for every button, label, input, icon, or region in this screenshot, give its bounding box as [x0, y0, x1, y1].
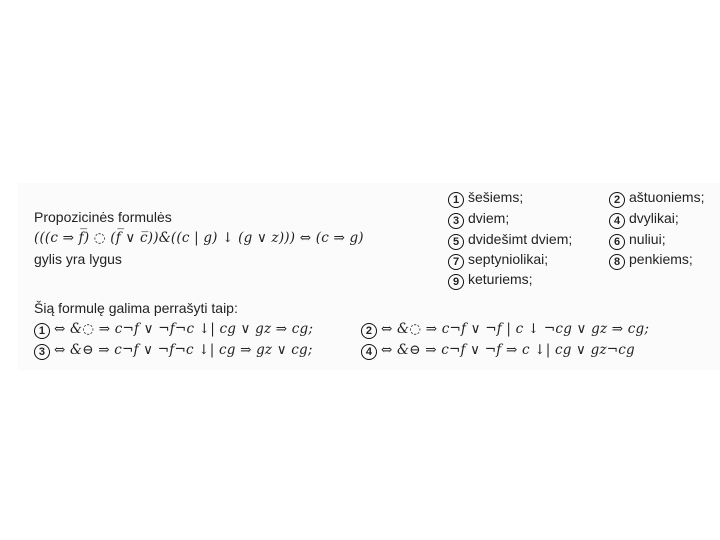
option-label: keturiems;: [468, 271, 533, 287]
answer-number: 2: [361, 323, 377, 339]
option-label: penkiems;: [629, 251, 693, 267]
question-tail: gylis yra lygus: [34, 251, 122, 267]
option-number: 1: [448, 192, 464, 208]
answer-formula: ⇔ &⊖ ⇒ c¬f ∨ ¬f¬c ↓| cg ⇒ gz ∨ cg;: [54, 342, 313, 358]
answer-2[interactable]: [361, 321, 649, 339]
answer-formula: ⇔ &◌ ⇒ c¬f ∨ ¬f | c ↓ ¬cg ∨ gz ⇒ cg;: [381, 321, 650, 337]
option-number: 8: [609, 254, 625, 270]
option-label: aštuoniems;: [629, 189, 705, 205]
option-label: septyniolikai;: [468, 251, 549, 267]
option-9[interactable]: [448, 271, 533, 290]
option-number: 5: [448, 234, 464, 250]
option-8[interactable]: [609, 251, 693, 270]
answer-number: 1: [34, 323, 50, 339]
option-6[interactable]: [609, 231, 666, 250]
answer-1[interactable]: [34, 321, 313, 339]
option-number: 4: [609, 213, 625, 229]
option-number: 9: [448, 274, 464, 290]
option-label: dvidešimt dviem;: [468, 231, 573, 247]
answer-formula: ⇔ &◌ ⇒ c¬f ∨ ¬f¬c ↓| cg ∨ gz ⇒ cg;: [54, 321, 314, 337]
answer-number: 4: [361, 344, 377, 360]
option-label: dvylikai;: [629, 210, 679, 226]
option-5[interactable]: [448, 231, 572, 250]
option-number: 2: [609, 192, 625, 208]
answer-3[interactable]: [34, 342, 313, 360]
option-number: 3: [448, 213, 464, 229]
option-2[interactable]: [609, 189, 704, 208]
rewrite-title: Šią formulę galima perrašyti taip:: [34, 300, 238, 316]
answer-number: 3: [34, 344, 50, 360]
option-7[interactable]: [448, 251, 548, 270]
option-1[interactable]: [448, 189, 523, 208]
answer-formula: ⇔ &⊖ ⇒ c¬f ∨ ¬f ⇒ c ↓| cg ∨ gz¬cg: [381, 342, 635, 358]
option-label: dviem;: [468, 210, 510, 226]
option-number: 6: [609, 234, 625, 250]
option-label: nuliui;: [629, 231, 666, 247]
option-number: 7: [448, 254, 464, 270]
option-3[interactable]: [448, 210, 509, 229]
option-label: šešiems;: [468, 189, 524, 205]
option-4[interactable]: [609, 210, 679, 229]
answer-4[interactable]: [361, 342, 635, 360]
question-formula: (((c ⇒ f̅) ◌ (f̅ ∨ c̅))&((c | g) ↓ (g ∨ z))) ⇔ (c ⇒ g): [34, 230, 364, 246]
question-intro: Propozicinės formulės: [34, 209, 172, 225]
